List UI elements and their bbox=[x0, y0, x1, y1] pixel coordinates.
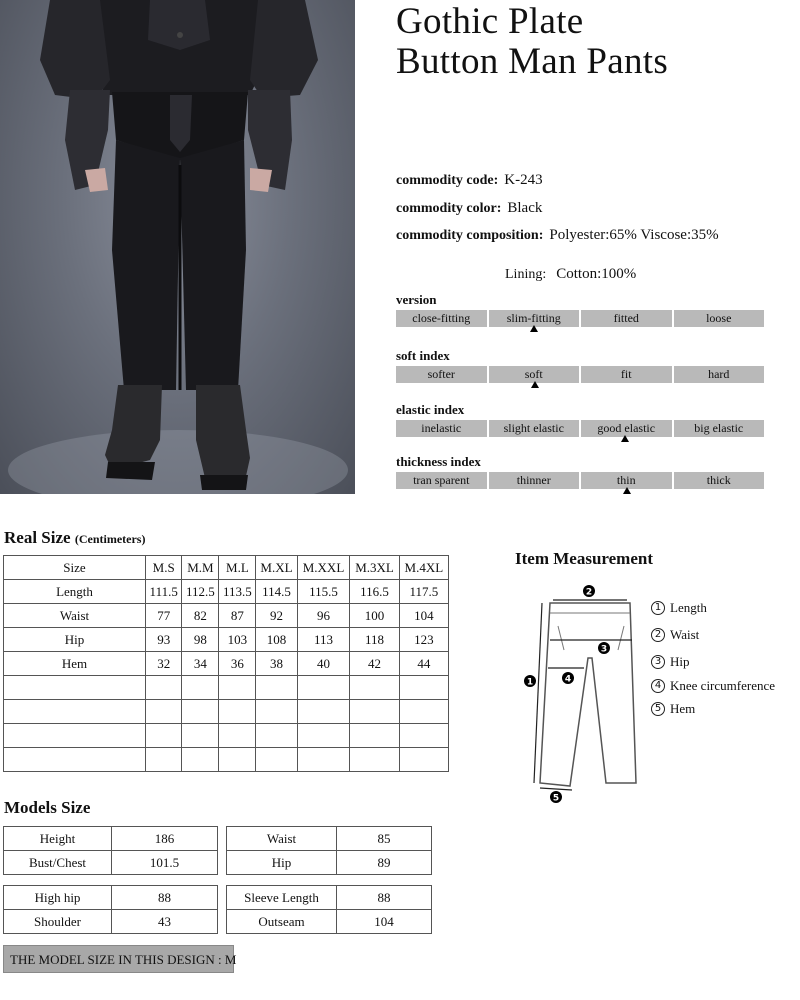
table-header-cell: Size bbox=[4, 556, 146, 580]
elastic-index-option: slight elastic bbox=[489, 420, 580, 437]
table-cell: Waist bbox=[227, 827, 337, 851]
thickness-index-option: thinner bbox=[489, 472, 580, 489]
table-cell: 114.5 bbox=[256, 580, 297, 604]
legend-label: Knee circumference bbox=[670, 678, 776, 693]
table-cell: 123 bbox=[399, 628, 448, 652]
table-cell: Waist bbox=[4, 604, 146, 628]
version-option: loose bbox=[674, 310, 765, 327]
table-cell: Hip bbox=[227, 851, 337, 875]
table-row bbox=[4, 580, 449, 604]
table-cell: 100 bbox=[350, 604, 399, 628]
table-cell: 101.5 bbox=[112, 851, 218, 875]
table-row bbox=[227, 886, 432, 910]
real-size-title: Real Size bbox=[4, 528, 71, 547]
legend-number: 1 bbox=[651, 601, 665, 615]
table-cell: 113 bbox=[297, 628, 350, 652]
thickness-index-bar bbox=[396, 472, 764, 489]
soft-index-marker-icon bbox=[531, 381, 539, 388]
thickness-index-label: thickness index bbox=[396, 454, 481, 469]
elastic-index-option: good elastic bbox=[581, 420, 672, 437]
thickness-index-option: tran sparent bbox=[396, 472, 487, 489]
models-table-c bbox=[3, 885, 218, 934]
table-cell: 104 bbox=[337, 910, 432, 934]
legend-number: 5 bbox=[651, 702, 665, 716]
table-cell: 32 bbox=[146, 652, 182, 676]
legend-label: Length bbox=[670, 600, 707, 615]
table-header-cell: M.L bbox=[219, 556, 256, 580]
table-cell: 36 bbox=[219, 652, 256, 676]
info-composition-label: commodity composition: bbox=[396, 228, 544, 243]
soft-index-bar bbox=[396, 366, 764, 383]
product-title-line2: Button Man Pants bbox=[396, 41, 669, 82]
svg-text:1: 1 bbox=[526, 677, 534, 688]
table-cell: Outseam bbox=[227, 910, 337, 934]
table-row bbox=[4, 652, 449, 676]
table-row bbox=[227, 827, 432, 851]
table-cell: 34 bbox=[182, 652, 219, 676]
legend-number: 3 bbox=[651, 655, 665, 669]
info-color-value: Black bbox=[507, 200, 543, 216]
table-cell: Hem bbox=[4, 652, 146, 676]
table-row-empty bbox=[4, 724, 449, 748]
table-cell: 89 bbox=[337, 851, 432, 875]
models-table-a bbox=[3, 826, 218, 875]
svg-text:5: 5 bbox=[552, 793, 560, 804]
elastic-index-option: big elastic bbox=[674, 420, 765, 437]
thickness-index-option: thick bbox=[674, 472, 765, 489]
elastic-index-bar bbox=[396, 420, 764, 437]
info-code-value: K-243 bbox=[504, 172, 543, 188]
info-lining-value: Cotton:100% bbox=[556, 266, 637, 282]
legend-label: Waist bbox=[670, 627, 700, 642]
real-size-table bbox=[3, 555, 449, 772]
legend-number: 2 bbox=[651, 628, 665, 642]
version-option: fitted bbox=[581, 310, 672, 327]
table-row bbox=[4, 910, 218, 934]
table-cell: 42 bbox=[350, 652, 399, 676]
soft-index-option: soft bbox=[489, 366, 580, 383]
table-cell: Bust/Chest bbox=[4, 851, 112, 875]
models-table-d bbox=[226, 885, 432, 934]
legend-label: Hem bbox=[670, 701, 696, 716]
table-cell: 103 bbox=[219, 628, 256, 652]
table-cell: 44 bbox=[399, 652, 448, 676]
table-header-cell: M.XL bbox=[256, 556, 297, 580]
table-cell: 115.5 bbox=[297, 580, 350, 604]
svg-text:4: 4 bbox=[564, 674, 572, 685]
soft-index-option: fit bbox=[581, 366, 672, 383]
table-cell: 104 bbox=[399, 604, 448, 628]
table-row bbox=[4, 604, 449, 628]
info-code-label: commodity code: bbox=[396, 173, 499, 188]
legend-item-hip bbox=[651, 654, 690, 670]
table-cell: 43 bbox=[112, 910, 218, 934]
version-marker-icon bbox=[530, 325, 538, 332]
info-composition-value: Polyester:65% Viscose:35% bbox=[549, 227, 719, 243]
table-cell: 113.5 bbox=[219, 580, 256, 604]
table-cell: Shoulder bbox=[4, 910, 112, 934]
table-cell: Height bbox=[4, 827, 112, 851]
info-composition bbox=[396, 227, 719, 244]
legend-number: 4 bbox=[651, 679, 665, 693]
table-cell: 116.5 bbox=[350, 580, 399, 604]
table-header-cell: M.S bbox=[146, 556, 182, 580]
table-cell: 117.5 bbox=[399, 580, 448, 604]
table-cell: 85 bbox=[337, 827, 432, 851]
version-option: close-fitting bbox=[396, 310, 487, 327]
table-row-empty bbox=[4, 700, 449, 724]
table-cell: 93 bbox=[146, 628, 182, 652]
legend-item-waist bbox=[651, 627, 699, 643]
table-row bbox=[227, 851, 432, 875]
table-cell: 38 bbox=[256, 652, 297, 676]
item-measurement-heading: Item Measurement bbox=[515, 549, 654, 568]
table-header-cell: M.XXL bbox=[297, 556, 350, 580]
legend-label: Hip bbox=[670, 654, 690, 669]
svg-text:2: 2 bbox=[585, 587, 593, 598]
table-cell: Hip bbox=[4, 628, 146, 652]
table-cell: 88 bbox=[337, 886, 432, 910]
table-row bbox=[227, 910, 432, 934]
table-cell: 111.5 bbox=[146, 580, 182, 604]
table-cell: 40 bbox=[297, 652, 350, 676]
table-cell: Length bbox=[4, 580, 146, 604]
soft-index-option: hard bbox=[674, 366, 765, 383]
soft-index-label: soft index bbox=[396, 348, 450, 363]
legend-item-knee bbox=[651, 678, 775, 694]
info-color bbox=[396, 200, 542, 217]
version-option: slim-fitting bbox=[489, 310, 580, 327]
table-header-cell: M.3XL bbox=[350, 556, 399, 580]
pants-measurement-diagram bbox=[520, 578, 650, 808]
table-row bbox=[4, 886, 218, 910]
elastic-index-marker-icon bbox=[621, 435, 629, 442]
table-cell: 108 bbox=[256, 628, 297, 652]
table-cell: 82 bbox=[182, 604, 219, 628]
elastic-index-label: elastic index bbox=[396, 402, 465, 417]
table-cell: 87 bbox=[219, 604, 256, 628]
version-label: version bbox=[396, 292, 437, 307]
models-table-b bbox=[226, 826, 432, 875]
legend-item-hem bbox=[651, 701, 695, 717]
table-header-cell: M.M bbox=[182, 556, 219, 580]
info-color-label: commodity color: bbox=[396, 201, 502, 216]
table-header-row bbox=[4, 556, 449, 580]
version-bar bbox=[396, 310, 764, 327]
table-cell: 112.5 bbox=[182, 580, 219, 604]
table-cell: High hip bbox=[4, 886, 112, 910]
table-cell: 92 bbox=[256, 604, 297, 628]
thickness-index-option: thin bbox=[581, 472, 672, 489]
model-illustration bbox=[0, 0, 355, 494]
table-cell: 98 bbox=[182, 628, 219, 652]
table-header-cell: M.4XL bbox=[399, 556, 448, 580]
table-row bbox=[4, 628, 449, 652]
real-size-heading bbox=[4, 528, 145, 548]
table-row bbox=[4, 827, 218, 851]
table-cell: 88 bbox=[112, 886, 218, 910]
info-lining-label: Lining: bbox=[505, 267, 547, 282]
real-size-unit: (Centimeters) bbox=[74, 532, 146, 546]
model-size-note: THE MODEL SIZE IN THIS DESIGN : M bbox=[3, 945, 234, 973]
soft-index-option: softer bbox=[396, 366, 487, 383]
product-title-line1: Gothic Plate bbox=[396, 1, 584, 42]
legend-item-length bbox=[651, 600, 707, 616]
product-photo bbox=[0, 0, 355, 494]
table-cell: 96 bbox=[297, 604, 350, 628]
info-lining bbox=[505, 266, 636, 283]
thickness-index-marker-icon bbox=[623, 487, 631, 494]
table-row-empty bbox=[4, 676, 449, 700]
product-title bbox=[396, 2, 668, 82]
elastic-index-option: inelastic bbox=[396, 420, 487, 437]
table-cell: 186 bbox=[112, 827, 218, 851]
models-size-heading: Models Size bbox=[4, 798, 91, 817]
table-row bbox=[4, 851, 218, 875]
svg-text:3: 3 bbox=[600, 644, 608, 655]
table-cell: 77 bbox=[146, 604, 182, 628]
table-cell: 118 bbox=[350, 628, 399, 652]
info-code bbox=[396, 172, 543, 189]
table-row-empty bbox=[4, 748, 449, 772]
table-cell: Sleeve Length bbox=[227, 886, 337, 910]
